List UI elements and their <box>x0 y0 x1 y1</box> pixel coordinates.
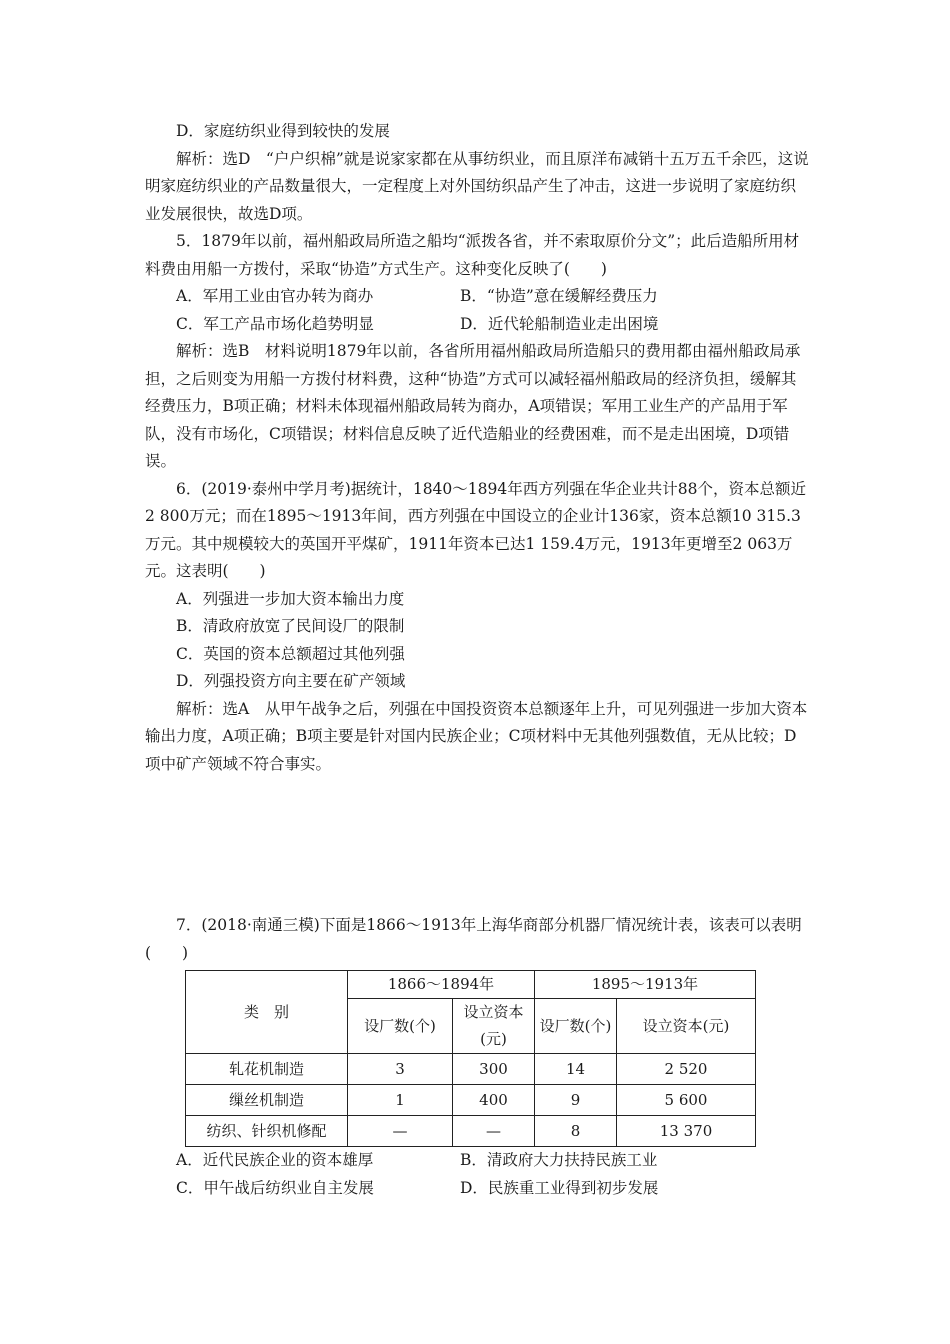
q6-option-b: B．清政府放宽了民间设厂的限制 <box>176 617 405 635</box>
q7-option-c: C．甲午战后纺织业自主发展 <box>176 1178 374 1197</box>
q6-option-d: D．列强投资方向主要在矿产领域 <box>176 672 406 690</box>
q4-analysis: 解析：选D “户户织棉”就是说家家都在从事纺织业，而且原洋布减销十五万五千余匹，这说明家庭纺织业的产品数量很大，一定程度上对外国纺织品产生了冲击，这进一步说明了家庭纺织业发展很快，故选D项。 <box>145 149 809 223</box>
table-row <box>186 1085 756 1116</box>
q6-analysis: 解析：选A 从甲午战争之后，列强在中国投资资本总额逐年上升，可见列强进一步加大资本输出力度，A项正确；B项主要是针对国内民族企业；C项材料中无其他列强数值，无从比较；D项中矿产领域不符合事实。 <box>145 699 808 773</box>
q7-stem: 7．(2018·南通三模)下面是1866～1913年上海华商部分机器厂情况统计表，该表可以表明( ) <box>145 916 802 962</box>
q5-option-c: C．军工产品市场化趋势明显 <box>176 314 374 333</box>
table-cell-capital-1: 400 <box>453 1085 535 1116</box>
table-cell-factories-2: 8 <box>535 1116 617 1147</box>
q6-option-c: C．英国的资本总额超过其他列强 <box>176 644 405 663</box>
q7-option-a: A．近代民族企业的资本雄厚 <box>176 1151 374 1169</box>
table-cell-capital-2: 13 370 <box>617 1116 756 1147</box>
table-cell-factories-2: 14 <box>535 1054 617 1085</box>
table-cell-capital-2: 5 600 <box>617 1085 756 1116</box>
table-header-factories-2: 设厂数(个) <box>535 999 617 1054</box>
q6-option-a: A．列强进一步加大资本输出力度 <box>176 589 405 608</box>
q5-option-a: A．军用工业由官办转为商办 <box>176 287 374 305</box>
table-header-capital-1: 设立资本(元) <box>453 999 535 1054</box>
q5-options-row-2 <box>145 311 810 339</box>
table-header-category: 类 别 <box>186 971 348 1054</box>
table-cell-category: 缫丝机制造 <box>186 1085 348 1116</box>
question-block-4-6 <box>145 118 810 778</box>
table-cell-factories-2: 9 <box>535 1085 617 1116</box>
table-cell-capital-1: — <box>453 1116 535 1147</box>
table-cell-factories-1: 3 <box>348 1054 453 1085</box>
q5-option-b: B．“协造”意在缓解经费压力 <box>460 287 658 305</box>
q7-option-b: B．清政府大力扶持民族工业 <box>460 1151 658 1169</box>
q7-statistics-table <box>185 970 756 1147</box>
table-header-capital-2: 设立资本(元) <box>617 999 756 1054</box>
q7-option-d: D．民族重工业得到初步发展 <box>460 1178 659 1197</box>
table-cell-capital-2: 2 520 <box>617 1054 756 1085</box>
q5-option-d: D．近代轮船制造业走出困境 <box>460 314 659 333</box>
table-cell-category: 纺织、针织机修配 <box>186 1116 348 1147</box>
table-row <box>186 1116 756 1147</box>
table-row <box>186 1054 756 1085</box>
q7-options-row-1 <box>145 1147 810 1175</box>
q6-stem: 6．(2019·泰州中学月考)据统计，1840～1894年西方列强在华企业共计88个，资本总额近2 800万元；而在1895～1913年间，西方列强在中国设立的企业计136家，资本总额10 315.3万元。其中规模较大的英国开平煤矿，1911年资本已达1 159.4万元，1913年更增至2 063万元。这表明( ) <box>145 479 806 580</box>
question-block-7 <box>145 912 810 967</box>
table-header-period-1: 1866～1894年 <box>348 971 535 999</box>
table-cell-category: 轧花机制造 <box>186 1054 348 1085</box>
table-header-period-2: 1895～1913年 <box>535 971 756 999</box>
q5-analysis: 解析：选B 材料说明1879年以前，各省所用福州船政局所造船只的费用都由福州船政局承担，之后则变为用船一方拨付材料费，这种“协造”方式可以减轻福州船政局的经济负担，缓解其经费压力，B项正确；材料未体现福州船政局转为商办，A项错误；军用工业生产的产品用于军队，没有市场化，C项错误；材料信息反映了近代造船业的经费困难，而不是走出困境，D项错误。 <box>145 342 801 470</box>
q7-options <box>145 1147 810 1202</box>
q5-options-row-1 <box>145 283 810 311</box>
table-cell-factories-1: — <box>348 1116 453 1147</box>
table-cell-factories-1: 1 <box>348 1085 453 1116</box>
table-header-factories-1: 设厂数(个) <box>348 999 453 1054</box>
q7-options-row-2 <box>145 1175 810 1203</box>
q4-option-d: D．家庭纺织业得到较快的发展 <box>176 122 390 140</box>
q5-stem: 5．1879年以前，福州船政局所造之船均“派拨各省，并不索取原价分文”；此后造船所用材料费由用船一方拨付，采取“协造”方式生产。这种变化反映了( ) <box>145 232 800 278</box>
table-cell-capital-1: 300 <box>453 1054 535 1085</box>
